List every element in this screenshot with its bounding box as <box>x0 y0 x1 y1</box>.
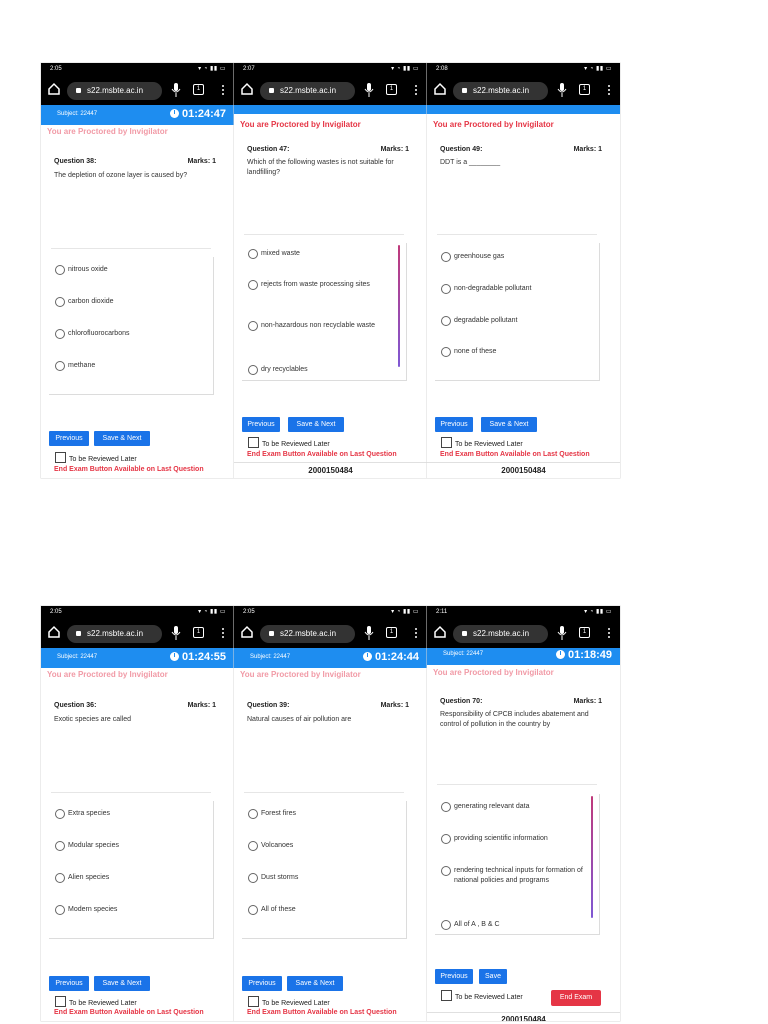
url-bar[interactable] <box>453 625 548 643</box>
lock-icon <box>462 88 467 93</box>
browser-toolbar <box>41 76 234 105</box>
option-b[interactable]: non-degradable pollutant <box>441 284 589 294</box>
home-icon[interactable] <box>240 625 254 639</box>
screenshot-q38 <box>41 63 234 478</box>
option-d[interactable]: methane <box>55 361 203 371</box>
review-later-checkbox[interactable]: To be Reviewed Later <box>55 452 137 463</box>
browser-toolbar <box>41 619 234 648</box>
checkbox[interactable] <box>441 437 452 448</box>
proctor-notice: You are Proctored by Invigilator <box>47 670 168 679</box>
status-time: 2:08 <box>436 66 448 72</box>
question-number: Question 47: <box>247 146 290 153</box>
menu-icon[interactable] <box>608 83 611 97</box>
radio-button[interactable] <box>441 347 451 357</box>
question-number: Question 39: <box>247 702 290 709</box>
exam-timer <box>363 651 419 663</box>
end-exam-note: End Exam Button Available on Last Question <box>54 1009 204 1016</box>
end-exam-note: End Exam Button Available on Last Question <box>440 451 590 458</box>
options-panel <box>242 243 407 381</box>
radio-button[interactable] <box>441 834 451 844</box>
browser-toolbar <box>427 619 620 648</box>
marks-label: Marks: 1 <box>187 702 216 709</box>
exam-header <box>41 105 234 125</box>
question-text: Responsibility of CPCB includes abatement and control of pollution in the country by <box>440 711 589 728</box>
timer-text: 01:24:44 <box>374 651 419 663</box>
radio-button[interactable] <box>248 280 258 290</box>
clock-icon <box>170 109 179 118</box>
url-text: s22.msbte.ac.in <box>473 86 530 95</box>
footer-id: 2000150484 <box>501 466 546 475</box>
scrollbar[interactable] <box>398 245 400 367</box>
exam-header <box>427 105 620 114</box>
divider <box>244 234 404 235</box>
system-icons: ▾ ◔ ▮▮ ▭ <box>198 66 226 72</box>
end-exam-note: End Exam Button Available on Last Question <box>247 451 397 458</box>
subject-label: Subject: 22447 <box>250 654 291 660</box>
status-time: 2:07 <box>243 66 255 72</box>
options-panel <box>242 801 407 939</box>
browser-toolbar <box>427 76 620 105</box>
exam-timer <box>170 108 226 120</box>
checkbox[interactable] <box>441 990 452 1001</box>
proctor-notice: You are Proctored by Invigilator <box>47 127 168 136</box>
url-text: s22.msbte.ac.in <box>280 86 337 95</box>
option-d[interactable]: none of these <box>441 347 589 357</box>
radio-button[interactable] <box>248 841 258 851</box>
url-text: s22.msbte.ac.in <box>87 629 144 638</box>
option-b[interactable]: carbon dioxide <box>55 297 203 307</box>
lock-icon <box>462 631 467 636</box>
menu-icon[interactable] <box>222 626 225 640</box>
option-b[interactable]: Modular species <box>55 841 203 851</box>
menu-icon[interactable] <box>415 626 418 640</box>
footer-divider <box>427 1012 620 1013</box>
previous-button[interactable]: Previous <box>435 969 473 984</box>
options-panel <box>49 257 214 395</box>
previous-button[interactable]: Previous <box>242 976 282 991</box>
divider <box>437 784 597 785</box>
review-later-checkbox[interactable]: To be Reviewed Later <box>441 990 523 1001</box>
home-icon[interactable] <box>47 82 61 96</box>
lock-icon <box>269 631 274 636</box>
menu-icon[interactable] <box>222 83 225 97</box>
previous-button[interactable]: Previous <box>435 417 473 432</box>
tab-switcher-button[interactable]: 1 <box>579 627 590 638</box>
status-bar <box>234 63 427 76</box>
status-bar <box>234 606 427 619</box>
proctor-notice: You are Proctored by Invigilator <box>433 120 554 129</box>
option-b[interactable]: rejects from waste processing sites <box>248 280 396 290</box>
timer-text: 01:18:49 <box>567 649 612 661</box>
review-later-checkbox[interactable]: To be Reviewed Later <box>248 996 330 1007</box>
exam-header <box>41 648 234 668</box>
status-bar <box>41 63 234 76</box>
save-next-button[interactable]: Save & Next <box>481 417 537 432</box>
option-a[interactable]: mixed waste <box>248 249 396 259</box>
radio-button[interactable] <box>55 329 65 339</box>
radio-button[interactable] <box>441 866 451 876</box>
mic-icon[interactable] <box>557 83 567 97</box>
status-time: 2:11 <box>436 609 448 615</box>
checkbox[interactable] <box>55 996 66 1007</box>
menu-icon[interactable] <box>415 83 418 97</box>
radio-button[interactable] <box>55 841 65 851</box>
subject-label: Subject: 22447 <box>443 651 484 657</box>
option-d[interactable]: Modern species <box>55 905 203 915</box>
tab-switcher-button[interactable]: 1 <box>579 84 590 95</box>
divider <box>437 234 597 235</box>
url-text: s22.msbte.ac.in <box>87 86 144 95</box>
status-time: 2:05 <box>50 66 62 72</box>
exam-header <box>234 648 427 668</box>
checkbox[interactable] <box>248 437 259 448</box>
review-later-checkbox[interactable]: To be Reviewed Later <box>55 996 137 1007</box>
tab-switcher-button[interactable]: 1 <box>386 84 397 95</box>
tab-switcher-button[interactable]: 1 <box>193 627 204 638</box>
option-c[interactable]: rendering technical inputs for formation of national policies and programs <box>441 866 589 886</box>
save-button[interactable]: Save <box>479 969 507 984</box>
question-text: DDT is a ________ <box>440 159 501 166</box>
home-icon[interactable] <box>240 82 254 96</box>
url-bar[interactable] <box>453 82 548 100</box>
system-icons: ▾ ◔ ▮▮ ▭ <box>584 609 612 615</box>
subject-label: Subject: 22447 <box>57 654 98 660</box>
marks-label: Marks: 1 <box>187 158 216 165</box>
divider <box>244 792 404 793</box>
mic-icon[interactable] <box>364 626 374 640</box>
screenshot-q36 <box>41 606 234 1021</box>
divider <box>51 248 211 249</box>
save-next-button[interactable]: Save & Next <box>94 976 150 991</box>
radio-button[interactable] <box>248 249 258 259</box>
url-bar[interactable] <box>67 625 162 643</box>
proctor-notice: You are Proctored by Invigilator <box>433 668 554 677</box>
question-text: Natural causes of air pollution are <box>247 716 352 723</box>
end-exam-note: End Exam Button Available on Last Question <box>54 466 204 473</box>
option-c[interactable]: chlorofluorocarbons <box>55 329 203 339</box>
url-bar[interactable] <box>67 82 162 100</box>
question-number: Question 36: <box>54 702 97 709</box>
scrollbar[interactable] <box>591 796 593 918</box>
options-panel <box>49 801 214 939</box>
option-c[interactable]: degradable pollutant <box>441 316 589 326</box>
radio-button[interactable] <box>248 905 258 915</box>
radio-button[interactable] <box>55 361 65 371</box>
clock-icon <box>170 652 179 661</box>
option-a[interactable]: greenhouse gas <box>441 252 589 262</box>
timer-text: 01:24:47 <box>181 108 226 120</box>
radio-button[interactable] <box>441 920 451 930</box>
marks-label: Marks: 1 <box>380 702 409 709</box>
radio-button[interactable] <box>248 321 258 331</box>
marks-label: Marks: 1 <box>380 146 409 153</box>
lock-icon <box>76 88 81 93</box>
footer-id: 2000150484 <box>308 466 353 475</box>
marks-label: Marks: 1 <box>573 146 602 153</box>
status-bar <box>427 606 620 619</box>
radio-button[interactable] <box>248 365 258 375</box>
exam-header <box>234 105 427 114</box>
question-number: Question 49: <box>440 146 483 153</box>
status-time: 2:05 <box>243 609 255 615</box>
question-number: Question 70: <box>440 698 483 705</box>
question-number: Question 38: <box>54 158 97 165</box>
proctor-notice: You are Proctored by Invigilator <box>240 670 361 679</box>
option-a[interactable]: nitrous oxide <box>55 265 203 275</box>
exam-header <box>427 648 620 665</box>
previous-button[interactable]: Previous <box>49 976 89 991</box>
question-text: Which of the following wastes is not suitable for landfilling? <box>247 159 394 176</box>
timer-text: 01:24:55 <box>181 651 226 663</box>
exam-timer <box>556 649 612 661</box>
mic-icon[interactable] <box>171 626 181 640</box>
footer-id: 2000150484 <box>501 1015 546 1021</box>
url-bar[interactable] <box>260 82 355 100</box>
review-later-checkbox[interactable]: To be Reviewed Later <box>441 437 523 448</box>
mic-icon[interactable] <box>557 626 567 640</box>
previous-button[interactable]: Previous <box>49 431 89 446</box>
options-panel <box>435 243 600 381</box>
browser-toolbar <box>234 76 427 105</box>
status-bar <box>427 63 620 76</box>
option-d[interactable]: All of A , B & C <box>441 920 589 930</box>
lock-icon <box>269 88 274 93</box>
system-icons: ▾ ◔ ▮▮ ▭ <box>198 609 226 615</box>
option-a[interactable]: generating relevant data <box>441 802 589 812</box>
footer-divider <box>234 462 427 463</box>
previous-button[interactable]: Previous <box>242 417 280 432</box>
end-exam-button[interactable]: End Exam <box>551 990 601 1006</box>
marks-label: Marks: 1 <box>573 698 602 705</box>
browser-toolbar <box>234 619 427 648</box>
status-time: 2:05 <box>50 609 62 615</box>
radio-button[interactable] <box>55 265 65 275</box>
tab-switcher-button[interactable]: 1 <box>193 84 204 95</box>
option-d[interactable]: dry recyclables <box>248 365 396 375</box>
clock-icon <box>363 652 372 661</box>
option-b[interactable]: Volcanoes <box>248 841 396 851</box>
radio-button[interactable] <box>441 252 451 262</box>
option-b[interactable]: providing scientific information <box>441 834 589 844</box>
options-panel <box>435 794 600 935</box>
checkbox[interactable] <box>55 452 66 463</box>
menu-icon[interactable] <box>608 626 611 640</box>
option-a[interactable]: Extra species <box>55 809 203 819</box>
screenshot-q47 <box>234 63 427 478</box>
radio-button[interactable] <box>55 809 65 819</box>
option-c[interactable]: Alien species <box>55 873 203 883</box>
home-icon[interactable] <box>433 625 447 639</box>
url-text: s22.msbte.ac.in <box>280 629 337 638</box>
home-icon[interactable] <box>47 625 61 639</box>
mic-icon[interactable] <box>171 83 181 97</box>
radio-button[interactable] <box>55 905 65 915</box>
radio-button[interactable] <box>441 802 451 812</box>
system-icons: ▾ ◔ ▮▮ ▭ <box>584 66 612 72</box>
status-bar <box>41 606 234 619</box>
system-icons: ▾ ◔ ▮▮ ▭ <box>391 66 419 72</box>
system-icons: ▾ ◔ ▮▮ ▭ <box>391 609 419 615</box>
lock-icon <box>76 631 81 636</box>
exam-timer <box>170 651 226 663</box>
url-text: s22.msbte.ac.in <box>473 629 530 638</box>
option-a[interactable]: Forest fires <box>248 809 396 819</box>
end-exam-note: End Exam Button Available on Last Question <box>247 1009 397 1016</box>
url-bar[interactable] <box>260 625 355 643</box>
option-c[interactable]: non-hazardous non recyclable waste <box>248 321 396 331</box>
option-c[interactable]: Dust storms <box>248 873 396 883</box>
radio-button[interactable] <box>55 873 65 883</box>
radio-button[interactable] <box>441 284 451 294</box>
clock-icon <box>556 650 565 659</box>
radio-button[interactable] <box>248 873 258 883</box>
option-d[interactable]: All of these <box>248 905 396 915</box>
subject-label: Subject: 22447 <box>57 111 98 117</box>
question-text: The depletion of ozone layer is caused by? <box>54 172 188 179</box>
checkbox[interactable] <box>248 996 259 1007</box>
screenshot-q49 <box>427 63 620 478</box>
proctor-notice: You are Proctored by Invigilator <box>240 120 361 129</box>
radio-button[interactable] <box>248 809 258 819</box>
screenshot-q70 <box>427 606 620 1021</box>
radio-button[interactable] <box>55 297 65 307</box>
divider <box>51 792 211 793</box>
review-later-checkbox[interactable]: To be Reviewed Later <box>248 437 330 448</box>
radio-button[interactable] <box>441 316 451 326</box>
save-next-button[interactable]: Save & Next <box>288 417 344 432</box>
mic-icon[interactable] <box>364 83 374 97</box>
home-icon[interactable] <box>433 82 447 96</box>
save-next-button[interactable]: Save & Next <box>94 431 150 446</box>
question-text: Exotic species are called <box>54 716 132 723</box>
tab-switcher-button[interactable]: 1 <box>386 627 397 638</box>
screenshot-q39 <box>234 606 427 1021</box>
footer-divider <box>427 462 620 463</box>
save-next-button[interactable]: Save & Next <box>287 976 343 991</box>
